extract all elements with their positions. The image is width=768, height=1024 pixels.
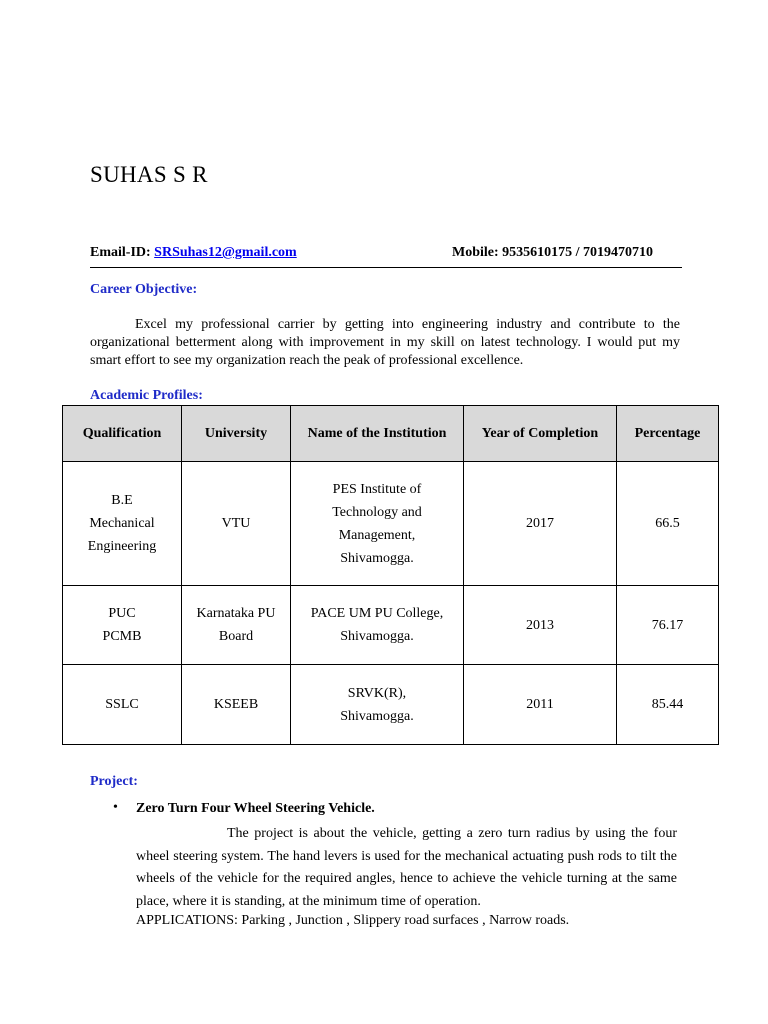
cell-line: Shivamogga. (340, 629, 414, 644)
qualification-cell (63, 586, 182, 665)
academic-table (62, 405, 719, 745)
year-cell: 2011 (464, 665, 617, 745)
table-header-row (63, 406, 719, 462)
column-header: Year of Completion (464, 406, 617, 462)
cell-line: Management, (338, 527, 416, 543)
project-title: Zero Turn Four Wheel Steering Vehicle. (136, 801, 375, 816)
qualification-cell (63, 665, 182, 745)
cell-line: Mechanical (89, 516, 155, 531)
email-label: Email-ID: (90, 245, 155, 260)
university-cell (182, 586, 291, 665)
column-header: University (182, 406, 291, 462)
project-description: The project is about the vehicle, getting a zero turn radius by using the four wheel steering system. The hand levers is used for the mechanical actuating push rods to tilt the wheels of the vehicle for the required angles, hence to achieve the vehicle turning at the same place, where it is standing, at the minimum time of operation. (136, 826, 677, 909)
career-objective-text: Excel my professional carrier by getting into engineering industry and contribute to the organizational betterment along with improvement in my skill on latest technology. I would put my smart effort to see my organization reach the peak of professional excellence. (90, 317, 680, 368)
percentage-cell: 76.17 (617, 586, 719, 665)
institution-cell (291, 665, 464, 745)
table-row (63, 462, 719, 586)
column-header: Percentage (617, 406, 719, 462)
cell-line: SRVK(R), (347, 685, 407, 701)
career-objective-heading: Career Objective: (90, 282, 198, 297)
table-row (63, 586, 719, 665)
cell-line: PACE UM PU College, (310, 606, 444, 621)
column-header: Qualification (63, 406, 182, 462)
university-cell (182, 462, 291, 586)
qualification-cell (63, 462, 182, 586)
year-cell: 2013 (464, 586, 617, 665)
cell-line: Shivamogga. (340, 708, 414, 724)
project-heading: Project: (90, 774, 138, 789)
email-link[interactable]: SRSuhas12@gmail.com (154, 245, 297, 260)
cell-line: Board (218, 629, 254, 644)
cell-line: Technology and (332, 504, 422, 520)
institution-cell (291, 462, 464, 586)
year-cell: 2017 (464, 462, 617, 586)
institution-cell (291, 586, 464, 665)
percentage-cell: 66.5 (617, 462, 719, 586)
bullet-icon: • (113, 800, 118, 815)
table-row (63, 665, 719, 745)
cell-line: VTU (221, 516, 251, 531)
cell-line: PUC (108, 606, 136, 621)
contact-line (90, 245, 682, 261)
candidate-name: SUHAS S R (90, 162, 208, 187)
header-divider (90, 267, 682, 268)
column-header: Name of the Institution (291, 406, 464, 462)
cell-line: PCMB (102, 629, 142, 644)
percentage-cell: 85.44 (617, 665, 719, 745)
cell-line: Shivamogga. (340, 550, 414, 566)
project-applications: APPLICATIONS: Parking , Junction , Slippery road surfaces , Narrow roads. (136, 913, 570, 928)
cell-line: KSEEB (213, 697, 259, 712)
cell-line: B.E (111, 493, 133, 508)
academic-profiles-heading: Academic Profiles: (90, 388, 203, 403)
cell-line: Engineering (87, 539, 157, 554)
cell-line: SSLC (105, 697, 139, 712)
cell-line: PES Institute of (332, 481, 422, 497)
university-cell (182, 665, 291, 745)
mobile-number: Mobile: 9535610175 / 7019470710 (452, 245, 654, 260)
cell-line: Karnataka PU (196, 606, 276, 621)
